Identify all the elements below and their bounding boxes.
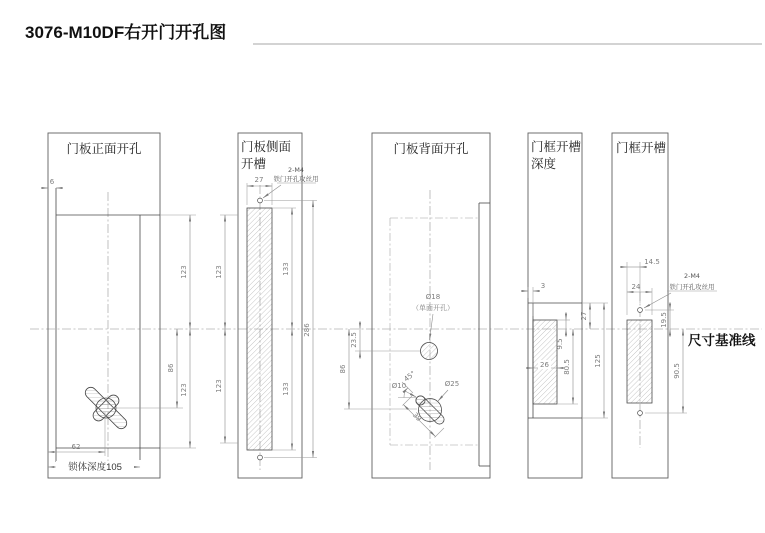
note-line1: 2-M4 bbox=[684, 272, 700, 280]
dim-text: 锁体深度105 bbox=[68, 462, 122, 473]
dim-text: Ø18 bbox=[425, 293, 441, 301]
panel-title: 门框开槽 bbox=[616, 141, 667, 155]
dim-text: （单面开孔） bbox=[412, 304, 454, 312]
dim-upper-9-5 bbox=[556, 312, 570, 350]
edge-step-lines bbox=[479, 203, 490, 466]
side-slot-cutout bbox=[247, 208, 272, 450]
note-m4 bbox=[644, 272, 717, 308]
panel-door-side bbox=[215, 133, 318, 478]
dim-text: 3 bbox=[540, 282, 546, 290]
panel-door-back bbox=[339, 133, 490, 478]
panel-title-line2: 深度 bbox=[531, 157, 557, 171]
dim-text: 27 bbox=[580, 311, 588, 321]
dim-text: 133 bbox=[282, 262, 290, 276]
panel-title-line1: 门板侧面 bbox=[241, 140, 292, 154]
dim-86 bbox=[167, 329, 177, 408]
page-title: 3076-M10DF右开门开孔图 bbox=[25, 23, 227, 42]
m4-hole-bottom bbox=[258, 455, 263, 460]
dim-text: Ø25 bbox=[444, 380, 460, 388]
dims-left bbox=[339, 321, 420, 409]
panel-outline bbox=[528, 133, 582, 478]
dim-text: 90.5 bbox=[673, 363, 681, 379]
dim-text: 27 bbox=[254, 176, 264, 184]
frame-slot-cutout bbox=[627, 320, 652, 403]
panel-title: 门板正面开孔 bbox=[66, 142, 142, 156]
dim-text: 86 bbox=[339, 364, 347, 374]
dim-text: 9.5 bbox=[556, 338, 564, 350]
panel-outline bbox=[48, 133, 160, 478]
dim-edge-offset bbox=[41, 178, 63, 188]
dim-text: 125 bbox=[594, 354, 602, 368]
panel-title-line1: 门框开槽 bbox=[531, 140, 582, 154]
note-line2: 铁门开孔攻丝用 bbox=[273, 175, 319, 183]
datum-baseline-label: 尺寸基准线 bbox=[688, 333, 756, 348]
panel-door-front bbox=[41, 133, 196, 478]
dim-text: 123 bbox=[180, 265, 188, 279]
panel-title-line2: 开槽 bbox=[241, 157, 267, 171]
extension-lines-right bbox=[113, 215, 196, 448]
note-line1: 2-M4 bbox=[288, 166, 304, 174]
dim-text: Ø10 bbox=[391, 382, 407, 390]
dim-text: 26 bbox=[540, 361, 549, 369]
dim-text: 19.5 bbox=[660, 312, 668, 328]
dim-text: 24 bbox=[631, 283, 641, 291]
dim-text: 23.5 bbox=[350, 332, 358, 348]
dim-text: 86 bbox=[167, 363, 175, 373]
drawing-header bbox=[25, 22, 762, 44]
m4-hole-top bbox=[258, 198, 263, 203]
note-m4 bbox=[263, 166, 318, 198]
panel-frame-depth bbox=[521, 133, 608, 478]
dim-width-26 bbox=[526, 360, 564, 369]
label-hole18 bbox=[412, 293, 454, 340]
dim-text: 123 bbox=[215, 265, 223, 279]
dim-text: 45° bbox=[402, 369, 418, 384]
dim-text: 133 bbox=[282, 382, 290, 396]
note-line2: 铁门开孔攻丝用 bbox=[669, 283, 715, 291]
dim-text: 286 bbox=[303, 323, 311, 337]
dim-lock-depth bbox=[48, 461, 140, 473]
dim-text: 39 bbox=[410, 411, 423, 424]
dim-text: 80.5 bbox=[563, 359, 571, 375]
dim-recess-3 bbox=[521, 282, 545, 316]
panel-title: 门板背面开孔 bbox=[393, 142, 469, 156]
panel-frame-slot bbox=[612, 133, 717, 478]
dim-text: 62 bbox=[71, 443, 81, 451]
dim-text: 14.5 bbox=[644, 258, 660, 266]
m4-hole-bottom bbox=[638, 411, 643, 416]
dim-text: 123 bbox=[215, 379, 223, 393]
dim-upper-123 bbox=[180, 215, 190, 329]
dim-text: 123 bbox=[180, 383, 188, 397]
label-hole25 bbox=[438, 380, 459, 401]
dim-text: 6 bbox=[49, 178, 55, 186]
m4-hole-top bbox=[638, 308, 643, 313]
dim-lower-123 bbox=[180, 329, 190, 448]
hole-18-cutout bbox=[421, 343, 438, 360]
